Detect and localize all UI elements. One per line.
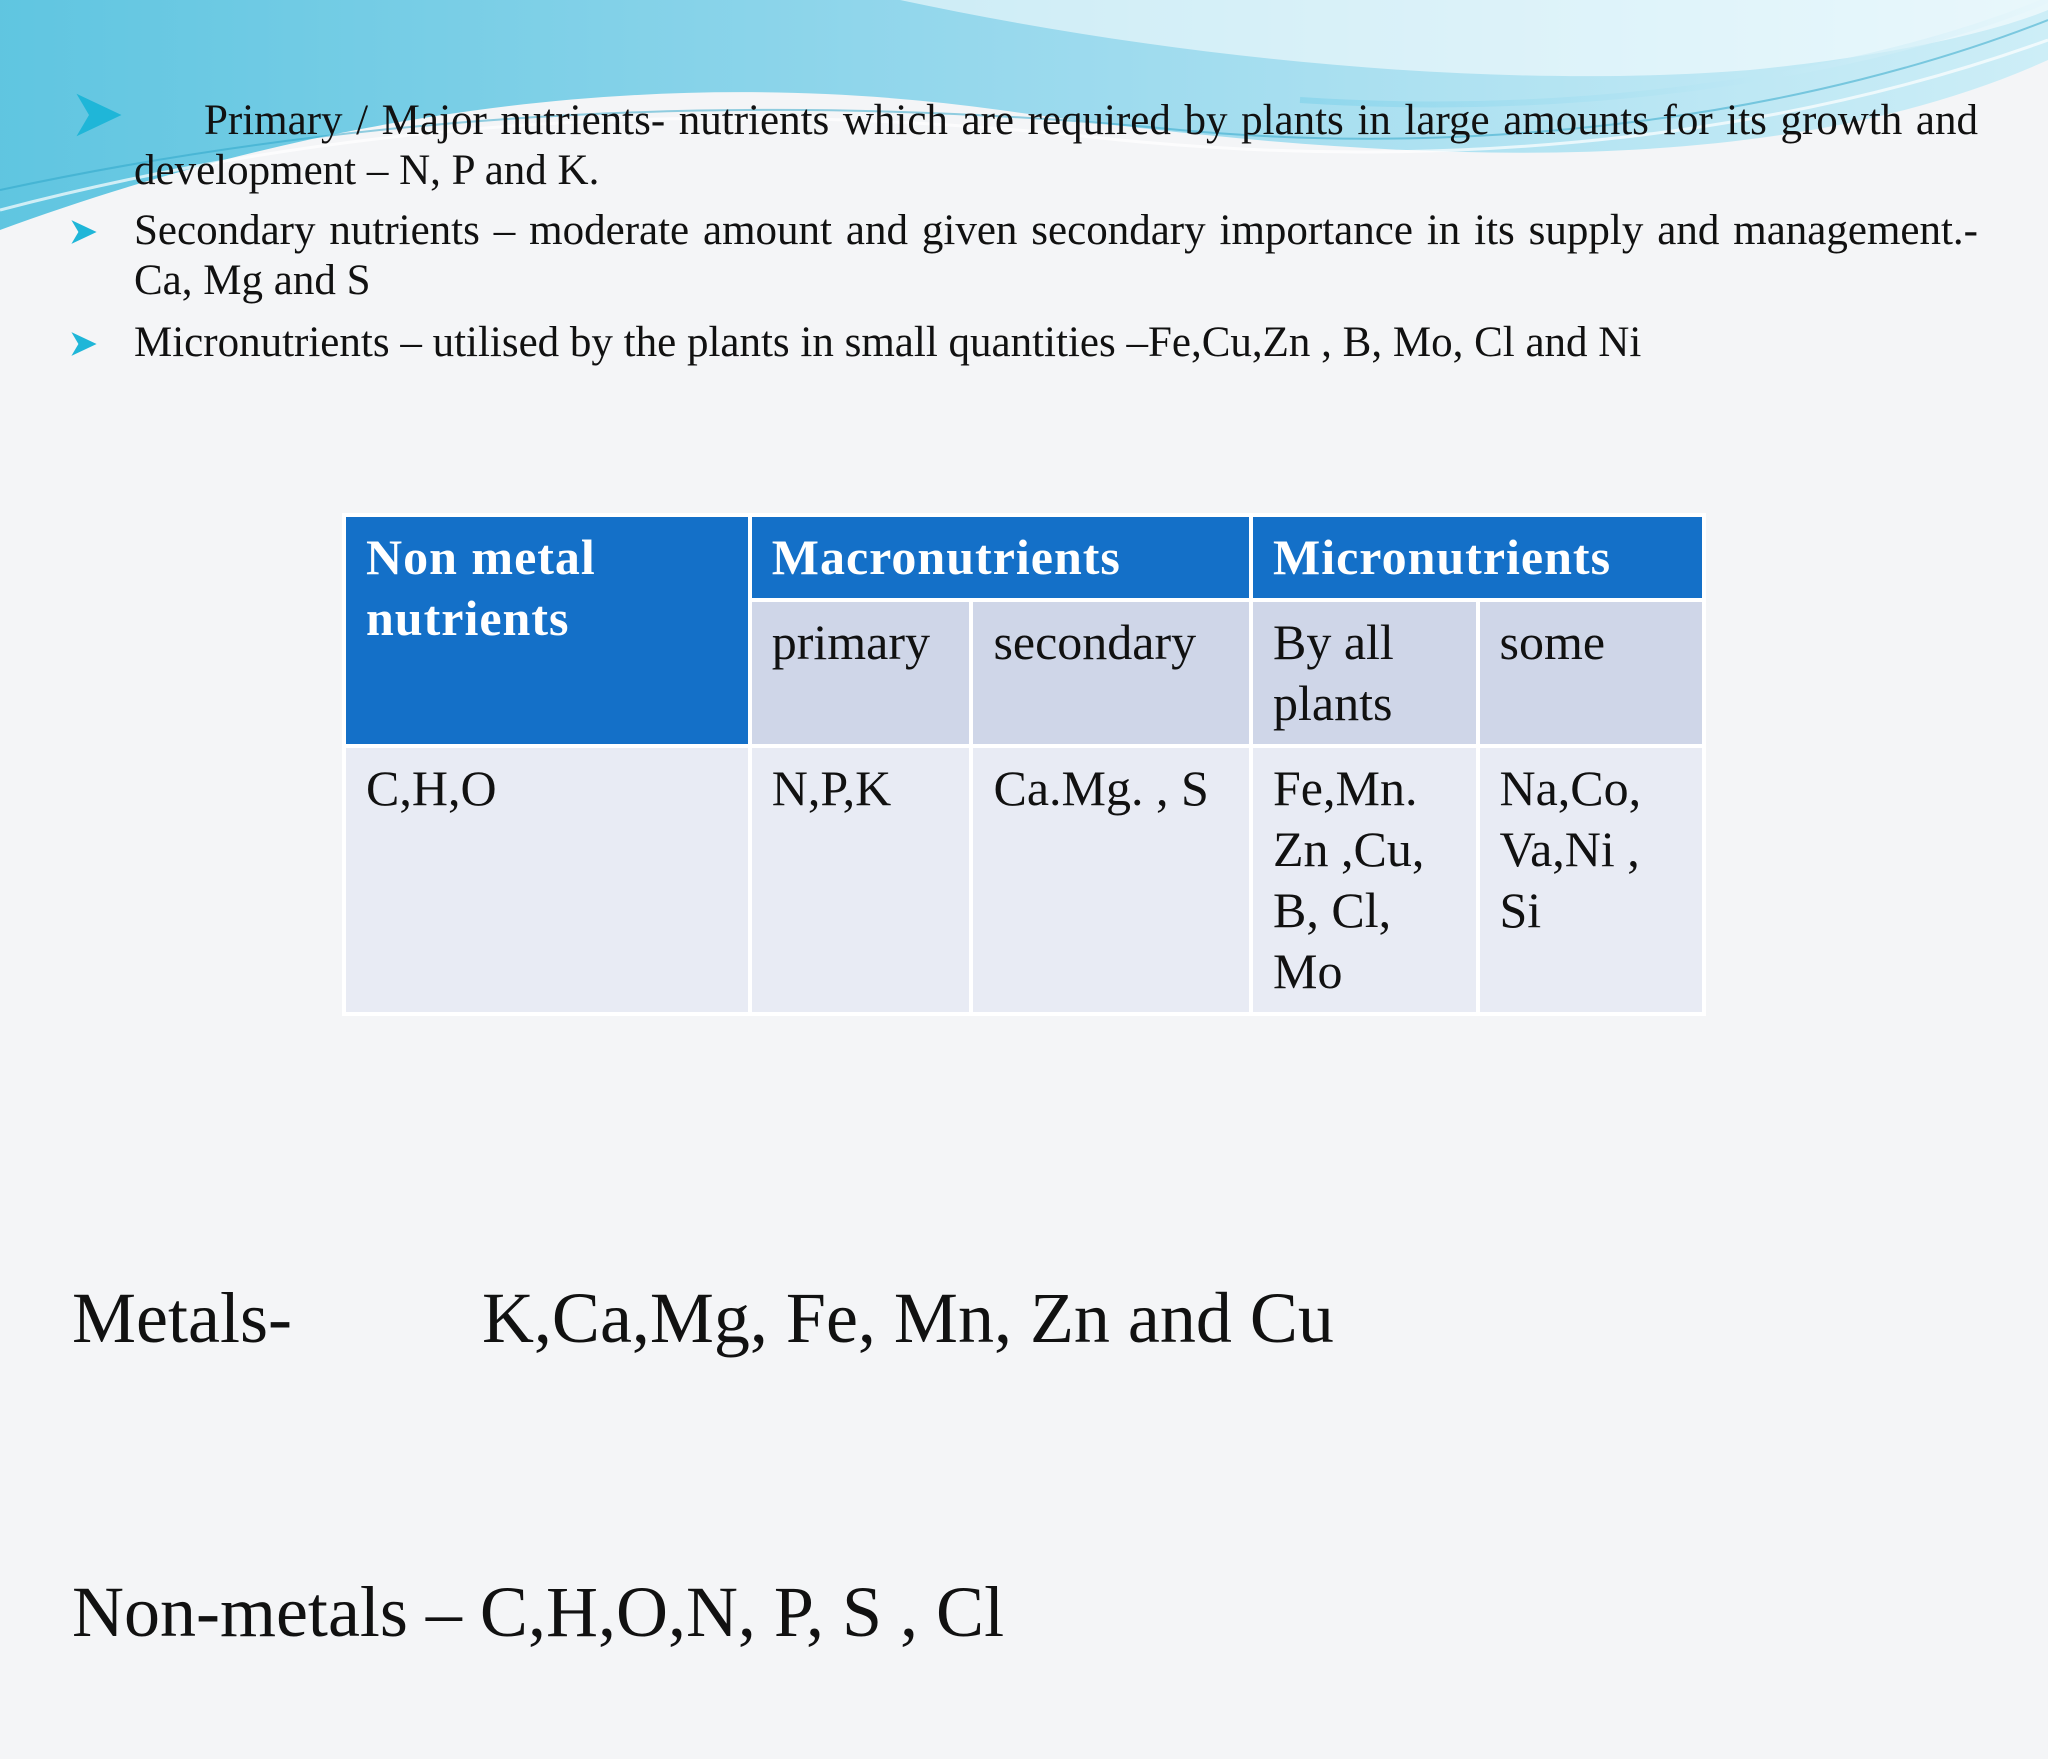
- metal-summary: [72, 1073, 1334, 1759]
- bullet-primary-nutrients: [60, 96, 1978, 196]
- subheader-by-all-plants: By all plants: [1251, 600, 1478, 746]
- table-row: [344, 746, 1704, 1014]
- header-micronutrients: Micronutrients: [1251, 515, 1704, 600]
- bullet-text: Primary / Major nutrients- nutrients which are required by plants in large amounts for its growth and development – N, P and K.: [134, 97, 1978, 194]
- subheader-secondary: secondary: [971, 600, 1251, 746]
- metals-line: [72, 1269, 1334, 1367]
- bullet-list: [60, 96, 1978, 368]
- bullet-text: Secondary nutrients – moderate amount and given secondary importance in its supply and management.-Ca, Mg and S: [134, 207, 1978, 304]
- cell-primary: N,P,K: [750, 746, 972, 1014]
- bullet-text: Micronutrients – utilised by the plants in small quantities –Fe,Cu,Zn , B, Mo, Cl and Ni: [134, 319, 1642, 366]
- metals-label: Metals-: [72, 1278, 292, 1358]
- cell-some: Na,Co, Va,Ni , Si: [1478, 746, 1705, 1014]
- arrowhead-bullet-icon: [70, 218, 98, 246]
- cell-non-metal: C,H,O: [344, 746, 750, 1014]
- cell-secondary: Ca.Mg. , S: [971, 746, 1251, 1014]
- subheader-some: some: [1478, 600, 1705, 746]
- bullet-secondary-nutrients: [60, 206, 1978, 306]
- header-non-metal-nutrients: Non metal nutrients: [344, 515, 750, 746]
- nonmetals-value: C,H,O,N, P, S , Cl: [479, 1572, 1005, 1652]
- arrowhead-bullet-icon: [74, 90, 124, 140]
- arrowhead-bullet-icon: [70, 330, 98, 358]
- header-macronutrients: Macronutrients: [750, 515, 1251, 600]
- bullet-micronutrients: [60, 318, 1978, 368]
- metals-value: K,Ca,Mg, Fe, Mn, Zn and Cu: [481, 1278, 1334, 1358]
- nonmetals-line: [72, 1563, 1334, 1661]
- subheader-primary: primary: [750, 600, 972, 746]
- cell-by-all-plants: Fe,Mn. Zn ,Cu, B, Cl, Mo: [1251, 746, 1478, 1014]
- nutrient-classification-table: [342, 513, 1706, 1016]
- table-header-row: [344, 515, 1704, 600]
- nonmetals-label: Non-metals –: [72, 1572, 462, 1652]
